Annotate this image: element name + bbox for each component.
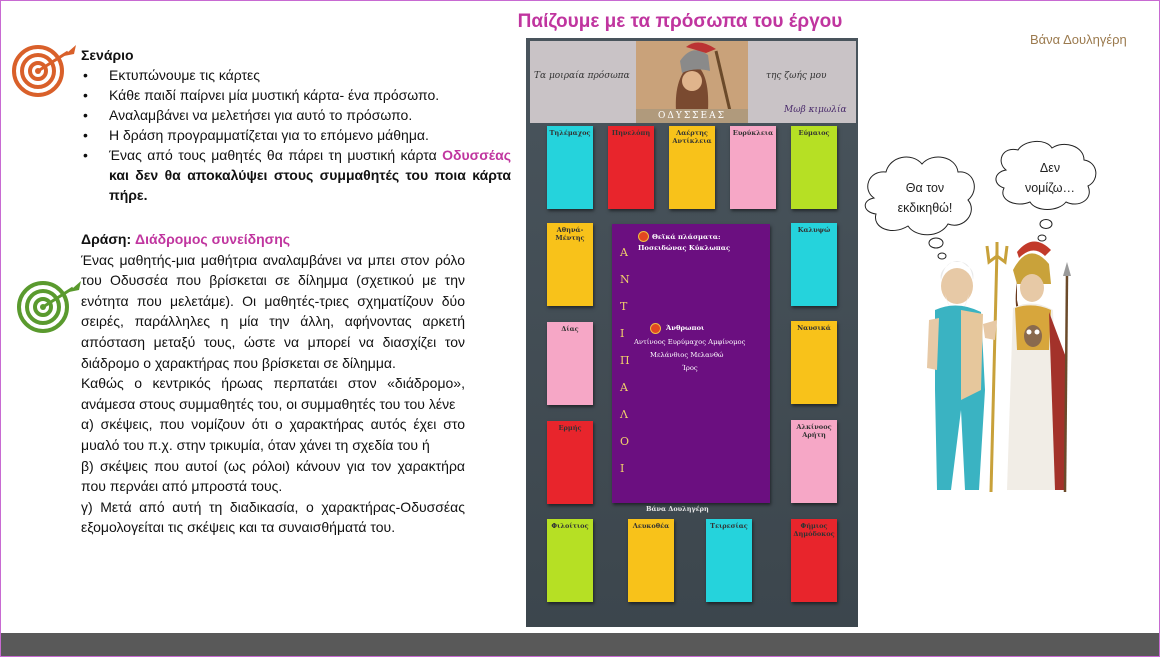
- bullet-icon: [638, 231, 649, 242]
- action-section: [81, 229, 465, 538]
- panel-letter: Π: [620, 354, 630, 367]
- action-heading-value: Διάδρομος συνείδησης: [135, 231, 291, 247]
- card-label: Ερμής: [558, 424, 582, 432]
- list-item-text: Ένας από τους μαθητές θα πάρει τη μυστική κάρτα: [109, 147, 443, 163]
- character-card: [791, 519, 837, 602]
- action-paragraph: Καθώς ο κεντρικός ήρωας περπατάει στον «διάδρομο», ανάμεσα στους συμμαθητές του, οι συμμαθητές του του λένε: [81, 375, 465, 412]
- card-label: Πηνελόπη: [611, 129, 651, 137]
- action-heading-label: Δράση:: [81, 231, 132, 247]
- character-card: [669, 126, 715, 209]
- card-label: Αλκίνοος Αρήτη: [796, 423, 832, 439]
- bubble-left-text: Θα τον εκδικηθώ!: [897, 181, 953, 215]
- card-label: Δίας: [561, 325, 579, 333]
- panel-letter: Λ: [620, 408, 628, 421]
- scenario-list: [81, 65, 511, 205]
- scenario-section: [81, 45, 511, 205]
- board-header-left: Τα μοιραία πρόσωπα: [534, 71, 630, 81]
- footer-bar: [1, 633, 1159, 656]
- action-paragraph: α) σκέψεις, που νομίζουν ότι ο χαρακτήρας αυτός έχει στο μυαλό του π.χ. στην τρικυμία, όταν χάνει τη σχεδία του ή: [81, 416, 465, 453]
- character-card: [547, 421, 593, 504]
- card-label: Εύμαιος: [798, 129, 830, 137]
- character-card: [791, 126, 837, 209]
- panel-letter: Τ: [620, 300, 628, 313]
- group1-title: Θεϊκά πλάσματα:: [652, 233, 721, 241]
- character-card: [628, 519, 674, 602]
- character-card: [791, 420, 837, 503]
- list-item: • Η δράση προγραμματίζεται για το επόμενο μάθημα.: [81, 125, 511, 145]
- board-signature: Βάνα Δουληγέρη: [646, 505, 709, 513]
- card-label: Λαέρτης Αντίκλεια: [672, 129, 712, 145]
- page-title: Παίζουμε με τα πρόσωπα του έργου: [517, 11, 843, 32]
- group1-names: Ποσειδώνας Κύκλωπας: [638, 244, 731, 252]
- game-board: [526, 38, 858, 627]
- character-card: [706, 519, 752, 602]
- board-header-right: της ζωής μου: [766, 71, 827, 81]
- panel-letter: Ι: [620, 462, 625, 475]
- group2-line3: Ίρος: [682, 364, 698, 372]
- card-label: Λευκοθέα: [632, 522, 670, 530]
- list-item: • Αναλαμβάνει να μελετήσει για αυτό το πρόσωπο.: [81, 105, 511, 125]
- board-header-name: ΟΔΥΣΣΕΑΣ: [636, 109, 748, 123]
- action-paragraph: γ) Μετά από αυτή τη διαδικασία, ο χαρακτήρας-Οδυσσέας εξομολογείται τις σκέψεις και τα συναισθήματά του.: [81, 498, 465, 536]
- card-label: Αθηνά-Μέντης: [555, 226, 585, 242]
- character-card: [547, 126, 593, 209]
- list-item-text-bold: και δεν θα αποκαλύψει στους συμμαθητές του ποια κάρτα πήρε.: [109, 167, 511, 203]
- character-card: [547, 322, 593, 405]
- character-card: [791, 223, 837, 306]
- card-label: Ναυσικά: [797, 324, 831, 332]
- card-label: Τειρεσίας: [710, 522, 748, 530]
- author-name: Βάνα Δουληγέρη: [1030, 32, 1127, 47]
- list-item: • Εκτυπώνουμε τις κάρτες: [81, 65, 511, 85]
- group2-line2: Μελάνθιος Μελανθώ: [650, 351, 724, 359]
- odysseus-highlight: Οδυσσέας: [442, 147, 511, 163]
- board-header-sub: Μωβ κιμωλία: [784, 105, 847, 115]
- card-label: Καλυψώ: [797, 226, 831, 234]
- bubble-right-text: Δεν νομίζω…: [1024, 161, 1076, 195]
- zeus-athena-illustration: [905, 240, 1075, 500]
- panel-letter: Α: [620, 246, 628, 259]
- card-label: Φιλοίτιος: [551, 522, 589, 530]
- character-card: [608, 126, 654, 209]
- panel-letter: Α: [620, 381, 628, 394]
- character-card: [547, 223, 593, 306]
- panel-letter: Ν: [620, 273, 630, 286]
- antipaloi-panel: [612, 224, 770, 503]
- character-card: [730, 126, 776, 209]
- bullet-icon: [650, 323, 661, 334]
- list-item: • Κάθε παιδί παίρνει μία μυστική κάρτα- ένα πρόσωπο.: [81, 85, 511, 105]
- board-header: [530, 41, 856, 123]
- target-icon: [12, 42, 78, 98]
- scenario-heading: Σενάριο: [81, 47, 134, 63]
- athena-figure: [1007, 241, 1071, 492]
- card-label: Τηλέμαχος: [549, 129, 591, 137]
- card-label: Φήμιος Δημόδοκος: [793, 522, 835, 538]
- character-card: [791, 321, 837, 404]
- target-icon-green: [17, 278, 83, 334]
- panel-letter: Ι: [620, 327, 625, 340]
- group2-title: Άνθρωποι: [666, 324, 705, 332]
- group2-line1: Αντίνοος Ευρύμαχος Αμφίνομος: [634, 338, 746, 346]
- list-item: [81, 145, 511, 205]
- card-label: Ευρύκλεια: [732, 129, 774, 137]
- action-paragraph: β) σκέψεις που αυτοί (ως ρόλοι) κάνουν για τον χαρακτήρα που περνάει από μπροστά τους.: [81, 457, 465, 495]
- panel-letter: Ο: [620, 435, 630, 448]
- character-card: [547, 519, 593, 602]
- zeus-figure: [927, 242, 1007, 492]
- action-paragraph: Ένας μαθητής-μια μαθήτρια αναλαμβάνει να μπει στον ρόλο του Οδυσσέα που βρίσκεται σε δίλημμα (σχετικού με την ενότητα που μελετάμε). Οι μαθητές-τριες σχηματίζουν δύο σειρές, παράλληλες η μία την άλλη, αφήνοντας αρκετή απόσταση μεταξύ τους, ώστε να μπορεί να διασχίζει τον διάδρομο ο χαρακτήρας που βρίσκεται σε δίλημμα.: [81, 251, 465, 371]
